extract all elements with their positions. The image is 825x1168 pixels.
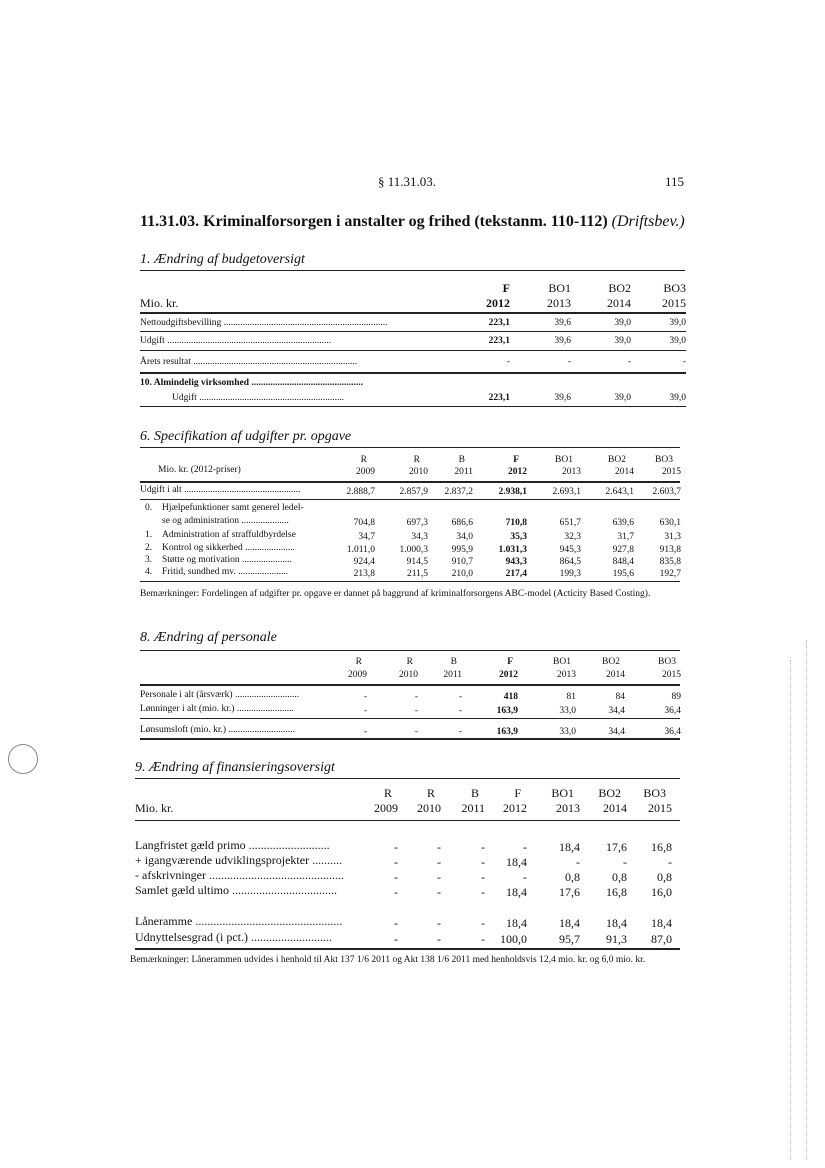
table-cell: 2.888,7 xyxy=(346,487,375,497)
column-header: BO2 xyxy=(602,657,620,667)
table-row-label: Lønninger i alt (mio. kr.) ........................ xyxy=(140,704,294,714)
column-year: 2014 xyxy=(606,670,625,680)
column-header: F xyxy=(507,657,513,667)
table-row-label: Udgift ..................................................................... xyxy=(140,336,332,346)
column-header: BO3 xyxy=(663,281,686,295)
leader-dots: ........................... xyxy=(232,690,300,700)
section-reference: § 11.31.03. xyxy=(378,174,437,189)
column-year: 2012 xyxy=(499,670,518,680)
column-header: BO2 xyxy=(608,455,626,465)
leader-dots: ............................................... xyxy=(249,378,363,388)
column-header: BO1 xyxy=(548,281,571,295)
table-cell: 34,4 xyxy=(608,706,625,716)
column-header: F xyxy=(502,281,510,295)
table-cell: - xyxy=(394,855,398,869)
column-year: 2011 xyxy=(461,801,485,815)
column-year: 2013 xyxy=(556,801,580,815)
column-year: 2014 xyxy=(615,467,634,477)
table-cell: - xyxy=(394,885,398,899)
table-cell: 2.643,1 xyxy=(605,487,634,497)
column-header: R xyxy=(383,786,392,800)
column-header: F xyxy=(514,786,521,800)
table-cell: 17,6 xyxy=(559,885,580,899)
table-cell: 223,1 xyxy=(488,336,510,346)
column-year: 2012 xyxy=(508,467,527,477)
table-cell: 914,5 xyxy=(406,557,428,567)
page-title-main: 11.31.03. Kriminalforsorgen i anstalter og frihed (tekstanm. 110-112) xyxy=(140,213,608,230)
table-cell: 34,4 xyxy=(608,727,625,737)
divider xyxy=(135,778,680,779)
table-cell: 16,8 xyxy=(651,840,672,854)
table-cell: - xyxy=(523,870,527,884)
table-cell: 2.603,7 xyxy=(652,487,681,497)
table-cell: 0,8 xyxy=(612,870,627,884)
leader-dots: ..................... xyxy=(242,543,295,553)
column-year: 2011 xyxy=(443,670,462,680)
table-cell: 18,4 xyxy=(506,855,527,869)
table-cell: 36,4 xyxy=(664,727,681,737)
table-row-number: 0. xyxy=(145,503,153,513)
table-cell: - xyxy=(682,357,686,367)
table-cell: - xyxy=(414,706,418,716)
table-cell: 163,9 xyxy=(496,727,518,737)
page-title-suffix: (Driftsbev.) xyxy=(611,213,685,230)
table-cell: 39,0 xyxy=(669,318,686,328)
table-cell: - xyxy=(437,916,441,930)
leader-dots: ........................ xyxy=(234,704,294,714)
leader-dots: ............................................. xyxy=(205,868,344,882)
table-row-label: se og administration .................... xyxy=(162,516,289,526)
column-year: 2015 xyxy=(648,801,672,815)
column-year: 2013 xyxy=(547,296,571,310)
table-cell: - xyxy=(458,706,462,716)
punch-hole xyxy=(8,744,38,774)
column-header: BO1 xyxy=(551,786,574,800)
table-row-label: Fritid, sundhed mv. ..................... xyxy=(162,567,289,577)
table-cell: 704,8 xyxy=(353,518,375,528)
table-cell: 39,0 xyxy=(669,393,686,403)
table-cell: 913,8 xyxy=(659,545,681,555)
table-cell: 18,4 xyxy=(559,840,580,854)
table-cell: 192,7 xyxy=(659,569,681,579)
column-year: 2014 xyxy=(603,801,627,815)
table-cell: - xyxy=(567,357,571,367)
table-cell: 1.000,3 xyxy=(399,545,428,555)
table-cell: - xyxy=(481,870,485,884)
leader-dots: .................... xyxy=(239,516,289,526)
column-year: 2012 xyxy=(486,296,510,310)
table-cell: - xyxy=(458,692,462,702)
table-cell: 710,8 xyxy=(505,518,527,528)
table-row-label: Udnyttelsesgrad (i pct.) ........................... xyxy=(135,930,332,944)
table-row-number: 1. xyxy=(145,530,153,540)
table-cell: 927,8 xyxy=(612,545,634,555)
column-header: R xyxy=(406,657,413,667)
table-cell: 81 xyxy=(566,692,576,702)
table-cell: 34,0 xyxy=(456,532,473,542)
table-cell: 18,4 xyxy=(506,916,527,930)
table-row-label: + igangværende udviklingsprojekter .......... xyxy=(135,853,343,867)
table-cell: 39,0 xyxy=(614,393,631,403)
table-cell: - xyxy=(506,357,510,367)
table-rule xyxy=(135,948,680,950)
table-rule xyxy=(140,718,680,719)
table-cell: 87,0 xyxy=(651,932,672,946)
table-cell: - xyxy=(437,855,441,869)
table-cell: 18,4 xyxy=(506,885,527,899)
table-row-label: Lønsumsloft (mio. kr.) ............................ xyxy=(140,725,295,735)
column-header: B xyxy=(450,657,457,667)
column-year: 2009 xyxy=(374,801,398,815)
table-cell: 651,7 xyxy=(559,518,581,528)
table-cell: 89 xyxy=(671,692,681,702)
table-cell: 39,6 xyxy=(554,336,571,346)
column-header: BO2 xyxy=(608,281,631,295)
section-title-specification: 6. Specifikation af udgifter pr. opgave xyxy=(140,429,352,444)
table-cell: - xyxy=(623,855,627,869)
divider xyxy=(140,270,685,271)
column-year: 2009 xyxy=(356,467,375,477)
table-cell: 217,4 xyxy=(505,569,527,579)
leader-dots: ..................................................................... xyxy=(164,336,332,346)
table-cell: - xyxy=(481,916,485,930)
leader-dots: ..................................................................... xyxy=(221,318,388,328)
table-cell: 223,1 xyxy=(488,318,510,328)
table-cell: - xyxy=(523,840,527,854)
table-cell: - xyxy=(394,916,398,930)
leader-dots: ........................... xyxy=(247,930,332,944)
table-cell: 34,3 xyxy=(411,532,428,542)
table-cell: 18,4 xyxy=(559,916,580,930)
table-cell: 18,4 xyxy=(606,916,627,930)
column-header: BO3 xyxy=(655,455,673,465)
table-rule xyxy=(140,499,680,500)
table-row-number: 2. xyxy=(145,543,153,553)
table-cell: 2.693,1 xyxy=(552,487,581,497)
table-cell: 39,0 xyxy=(669,336,686,346)
table-row-label: Hjælpefunktioner samt generel ledel- xyxy=(162,503,304,513)
table-cell: - xyxy=(437,932,441,946)
table-rule xyxy=(140,481,680,483)
table-cell: 213,8 xyxy=(353,569,375,579)
table-cell: 0,8 xyxy=(565,870,580,884)
table-cell: 195,6 xyxy=(612,569,634,579)
table-row-label: Låneramme ................................................. xyxy=(135,914,343,928)
table-cell: 39,0 xyxy=(614,336,631,346)
table-rule xyxy=(140,350,686,351)
column-year: 2015 xyxy=(662,467,681,477)
table-row-label: 10. Almindelig virksomhed ............................................... xyxy=(140,378,363,388)
leader-dots: ..................................................................... xyxy=(190,357,358,367)
column-header: R xyxy=(355,657,362,667)
table-cell: 924,4 xyxy=(353,557,375,567)
table-cell: - xyxy=(414,727,418,737)
table-row-label: Støtte og motivation ..................... xyxy=(162,555,292,565)
scan-edge xyxy=(806,640,807,1160)
section-title-budget: 1. Ændring af budgetoversigt xyxy=(140,252,305,267)
table-cell: - xyxy=(363,727,367,737)
column-year: 2015 xyxy=(662,670,681,680)
table-unit: Mio. kr. (2012-priser) xyxy=(158,465,241,475)
specification-note: Bemærkninger: Fordelingen af udgifter pr. opgave er dannet på baggrund af kriminalforsorgens ABC-model (Acticity Based Costing). xyxy=(140,589,651,599)
table-row-label: Udgift i alt ................................................. xyxy=(140,485,301,495)
table-cell: 943,3 xyxy=(505,557,527,567)
table-unit: Mio. kr. xyxy=(135,801,174,815)
column-year: 2010 xyxy=(417,801,441,815)
column-header: BO3 xyxy=(658,657,676,667)
table-row-label: Kontrol og sikkerhed ..................... xyxy=(162,543,295,553)
column-year: 2013 xyxy=(557,670,576,680)
table-cell: 835,8 xyxy=(659,557,681,567)
table-cell: - xyxy=(363,706,367,716)
table-rule xyxy=(140,372,686,374)
table-cell: - xyxy=(481,855,485,869)
column-header: R xyxy=(426,786,435,800)
leader-dots: ............................................................. xyxy=(196,393,345,403)
column-year: 2011 xyxy=(454,467,473,477)
table-cell: 199,3 xyxy=(559,569,581,579)
leader-dots: ................................................. xyxy=(192,914,343,928)
table-cell: 39,0 xyxy=(614,318,631,328)
table-row-label: - afskrivninger ............................................. xyxy=(135,868,344,882)
leader-dots: ........................... xyxy=(245,838,330,852)
table-cell: - xyxy=(394,870,398,884)
table-cell: 848,4 xyxy=(612,557,634,567)
table-cell: 639,6 xyxy=(612,518,634,528)
table-cell: - xyxy=(394,840,398,854)
table-cell: - xyxy=(414,692,418,702)
table-cell: 39,6 xyxy=(554,393,571,403)
table-rule xyxy=(140,406,686,407)
leader-dots: ................................................. xyxy=(181,485,301,495)
table-cell: 945,3 xyxy=(559,545,581,555)
table-row-label: Nettoudgiftsbevilling ..................................................................... xyxy=(140,318,388,328)
column-header: BO1 xyxy=(555,455,573,465)
table-cell: 35,3 xyxy=(510,532,527,542)
table-rule xyxy=(140,312,686,314)
column-header: B xyxy=(458,455,465,465)
table-cell: 33,0 xyxy=(559,706,576,716)
leader-dots: ..................... xyxy=(235,567,289,577)
table-cell: - xyxy=(363,692,367,702)
section-title-financing: 9. Ændring af finansieringsoversigt xyxy=(135,760,335,775)
table-cell: 100,0 xyxy=(500,932,527,946)
table-cell: 17,6 xyxy=(606,840,627,854)
table-cell: 2.938,1 xyxy=(498,487,527,497)
column-header: F xyxy=(513,455,519,465)
leader-dots: .......... xyxy=(309,853,343,867)
table-cell: - xyxy=(481,932,485,946)
divider xyxy=(140,650,680,651)
table-cell: 630,1 xyxy=(659,518,681,528)
table-cell: 210,0 xyxy=(451,569,473,579)
table-cell: 31,3 xyxy=(664,532,681,542)
column-year: 2012 xyxy=(503,801,527,815)
table-cell: - xyxy=(437,885,441,899)
page-number: 115 xyxy=(665,174,685,189)
table-cell: 34,7 xyxy=(358,532,375,542)
table-rule xyxy=(140,738,680,740)
table-cell: 211,5 xyxy=(406,569,428,579)
table-cell: - xyxy=(576,855,580,869)
table-cell: 223,1 xyxy=(488,393,510,403)
table-cell: - xyxy=(481,840,485,854)
table-row-number: 4. xyxy=(145,567,153,577)
leader-dots: ................................... xyxy=(229,883,338,897)
table-cell: 32,3 xyxy=(564,532,581,542)
table-cell: - xyxy=(458,727,462,737)
table-cell: 2.857,9 xyxy=(399,487,428,497)
table-rule xyxy=(140,331,686,332)
table-cell: 686,6 xyxy=(451,518,473,528)
table-row-label: Udgift ............................................................. xyxy=(172,393,345,403)
table-cell: 418 xyxy=(503,692,518,702)
column-header: B xyxy=(470,786,479,800)
column-header: BO2 xyxy=(598,786,621,800)
table-cell: 0,8 xyxy=(657,870,672,884)
table-cell: 16,8 xyxy=(606,885,627,899)
table-rule xyxy=(140,684,680,686)
table-cell: 18,4 xyxy=(651,916,672,930)
table-row-label: Samlet gæld ultimo ................................... xyxy=(135,883,338,897)
table-row-label: Personale i alt (årsværk) ........................... xyxy=(140,690,300,700)
table-rule xyxy=(140,581,680,582)
table-rule xyxy=(135,820,680,821)
table-cell: - xyxy=(627,357,631,367)
table-row-label: Langfristet gæld primo ........................... xyxy=(135,838,330,852)
leader-dots: ............................ xyxy=(226,725,295,735)
table-cell: 31,7 xyxy=(617,532,634,542)
column-year: 2015 xyxy=(662,296,686,310)
column-year: 2010 xyxy=(409,467,428,477)
divider xyxy=(140,447,680,448)
table-cell: 16,0 xyxy=(651,885,672,899)
column-year: 2014 xyxy=(607,296,631,310)
scan-edge xyxy=(790,660,791,1160)
table-cell: - xyxy=(668,855,672,869)
table-cell: 2.837,2 xyxy=(444,487,473,497)
table-row-label: Årets resultat ..................................................................... xyxy=(140,357,358,367)
table-cell: 33,0 xyxy=(559,727,576,737)
financing-note: Bemærkninger: Lånerammen udvides i henhold til Akt 137 1/6 2011 og Akt 138 1/6 2011 med henholdsvis 12,4 mio. kr. og 6,0 mio. kr. xyxy=(130,955,646,965)
table-cell: - xyxy=(481,885,485,899)
section-title-personnel: 8. Ændring af personale xyxy=(140,630,277,645)
page-title xyxy=(140,213,685,231)
table-cell: 910,7 xyxy=(451,557,473,567)
leader-dots: ..................... xyxy=(239,555,292,565)
column-header: BO1 xyxy=(553,657,571,667)
table-cell: - xyxy=(394,932,398,946)
table-cell: 36,4 xyxy=(664,706,681,716)
column-year: 2010 xyxy=(399,670,418,680)
table-cell: 1.031,3 xyxy=(498,545,527,555)
table-cell: 95,7 xyxy=(559,932,580,946)
table-cell: 39,6 xyxy=(554,318,571,328)
table-row-number: 3. xyxy=(145,555,153,565)
column-year: 2009 xyxy=(348,670,367,680)
column-header: BO3 xyxy=(643,786,666,800)
table-cell: 864,5 xyxy=(559,557,581,567)
table-cell: 1.011,0 xyxy=(346,545,375,555)
table-row-label: Administration af straffuldbyrdelse xyxy=(162,530,296,540)
column-year: 2013 xyxy=(562,467,581,477)
table-cell: 163,9 xyxy=(496,706,518,716)
table-cell: - xyxy=(437,870,441,884)
table-cell: 84 xyxy=(615,692,625,702)
table-cell: 697,3 xyxy=(406,518,428,528)
column-header: R xyxy=(413,455,420,465)
table-unit: Mio. kr. xyxy=(140,296,179,310)
table-cell: - xyxy=(437,840,441,854)
table-cell: 995,9 xyxy=(451,545,473,555)
column-header: R xyxy=(360,455,367,465)
table-cell: 91,3 xyxy=(606,932,627,946)
